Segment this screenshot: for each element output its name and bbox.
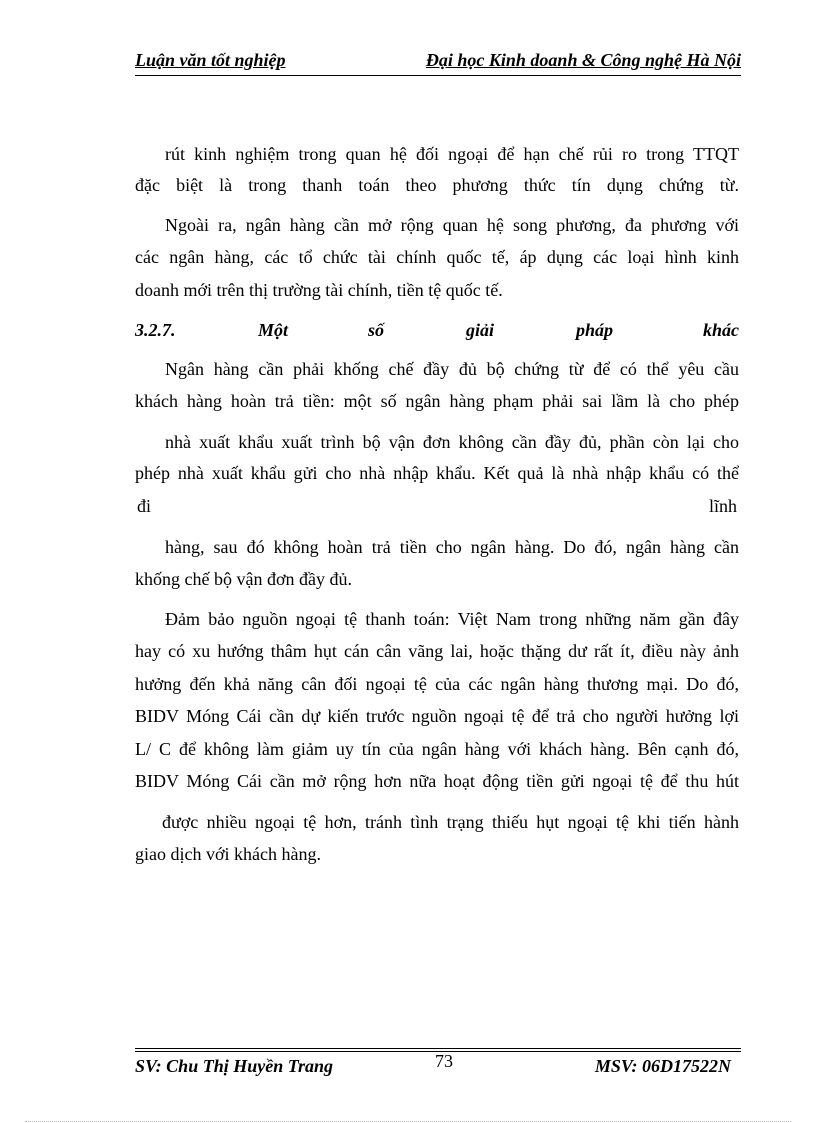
footer-student-name: SV: Chu Thị Huyền Trang <box>135 1056 334 1076</box>
body-line: được nhiều ngoại tệ hơn, tránh tình trạng thiếu hụt ngoại tệ khi tiến hành <box>162 812 739 832</box>
heading-word: số <box>368 320 385 340</box>
page-header <box>135 50 741 72</box>
heading-number: 3.2.7. <box>135 320 176 340</box>
heading-word: Một <box>258 320 289 340</box>
body-line: các ngân hàng, các tổ chức tài chính quốc tế, áp dụng các loại hình kinh <box>135 247 739 267</box>
body-line: Ngoài ra, ngân hàng cần mở rộng quan hệ song phương, đa phương với <box>165 215 739 235</box>
heading-word: giải <box>466 320 495 340</box>
footer-rule <box>135 1048 741 1049</box>
line-end-word: lĩnh <box>708 496 737 516</box>
footer-student-id: MSV: 06D17522N <box>594 1056 731 1076</box>
line-start-word: đi <box>137 496 152 516</box>
heading-word: khác <box>703 320 739 340</box>
body-line: khách hàng hoàn trả tiền: một số ngân hàng phạm phải sai lầm là cho phép <box>135 391 739 411</box>
header-rule <box>135 75 741 76</box>
body-line: Đảm bảo nguồn ngoại tệ thanh toán: Việt Nam trong những năm gần đây <box>165 609 739 629</box>
body-line: phép nhà xuất khẩu gửi cho nhà nhập khẩu. Kết quả là nhà nhập khẩu có thể <box>135 463 739 483</box>
body-line: giao dịch với khách hàng. <box>135 844 321 864</box>
body-line: rút kinh nghiệm trong quan hệ đối ngoại để hạn chế rủi ro trong TTQT <box>165 144 739 164</box>
body-line: Ngân hàng cần phải khống chế đầy đủ bộ chứng từ để có thể yêu cầu <box>165 359 739 379</box>
body-line: hàng, sau đó không hoàn trả tiền cho ngân hàng. Do đó, ngân hàng cần <box>165 537 739 557</box>
body-line: L/ C để không làm giảm uy tín của ngân hàng với khách hàng. Bên cạnh đó, <box>135 739 739 759</box>
body-line: nhà xuất khẩu xuất trình bộ vận đơn không cần đầy đủ, phần còn lại cho <box>165 432 739 452</box>
page-footer <box>135 1046 741 1086</box>
page-edge-dotted-line <box>25 1121 791 1122</box>
page-number: 73 <box>435 1051 453 1071</box>
body-line: khống chế bộ vận đơn đầy đủ. <box>135 569 352 589</box>
header-university: Đại học Kinh doanh & Công nghệ Hà Nội <box>425 50 741 70</box>
body-line: doanh mới trên thị trường tài chính, tiền tệ quốc tế. <box>135 280 503 300</box>
header-thesis-title: Luận văn tốt nghiệp <box>135 50 286 70</box>
body-line: đặc biệt là trong thanh toán theo phương thức tín dụng chứng từ. <box>135 175 739 195</box>
body-line: BIDV Móng Cái cần mở rộng hơn nữa hoạt động tiền gửi ngoại tệ để thu hút <box>135 771 739 791</box>
body-line: hưởng đến khả năng cân đối ngoại tệ của các ngân hàng thương mại. Do đó, <box>135 674 739 694</box>
body-line: BIDV Móng Cái cần dự kiến trước nguồn ngoại tệ để trả cho người hưởng lợi <box>135 706 739 726</box>
heading-word: pháp <box>576 320 614 340</box>
body-line: hay có xu hướng thâm hụt cán cân vãng lai, hoặc thặng dư rất ít, điều này ảnh <box>135 641 739 661</box>
